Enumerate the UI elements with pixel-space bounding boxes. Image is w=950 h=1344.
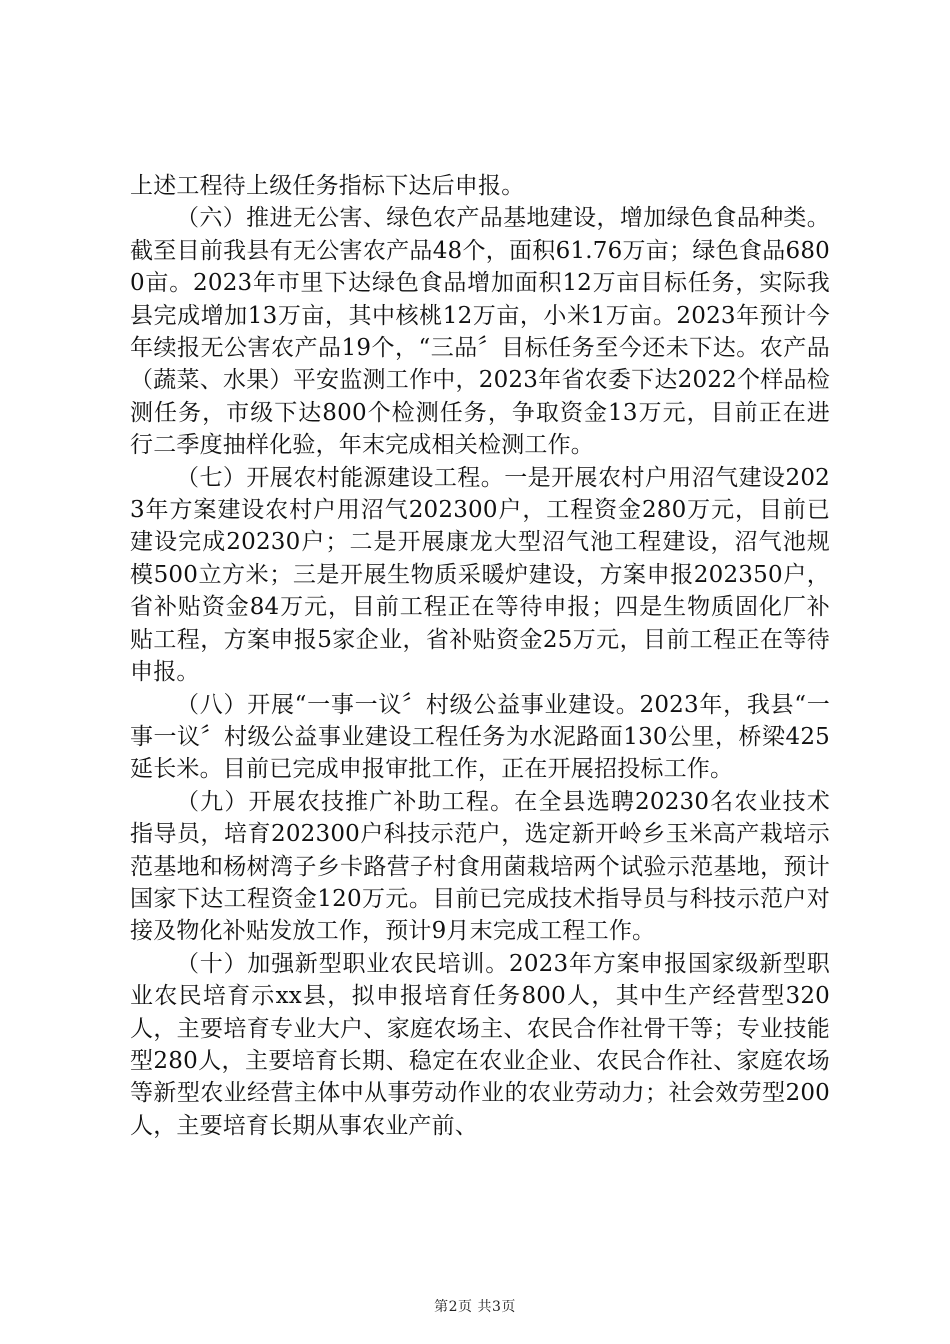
paragraph-section-10: （十）加强新型职业农民培训。2023年方案申报国家级新型职业农民培育示xx县，拟申报培育任务800人，其中生产经营型320人，主要培育专业大户、家庭农场主、农民合作社骨干等；专业技能型280人，主要培育长期、稳定在农业企业、农民合作社、家庭农场等新型农业经营主体中从事劳动作业的农业劳动力；社会效劳型200人，主要培育长期从事农业产前、	[130, 950, 830, 1139]
paragraph-section-6: （六）推进无公害、绿色农产品基地建设，增加绿色食品种类。截至目前我县有无公害农产品48个，面积61.76万亩；绿色食品6800亩。2023年市里下达绿色食品增加面积12万亩目标任务，实际我县完成增加13万亩，其中核桃12万亩，小米1万亩。2023年预计今年续报无公害农产品19个，“三品〞目标任务至今还未下达。农产品（蔬菜、水果）平安监测工作中，2023年省农委下达2022个样品检测任务，市级下达800个检测任务，争取资金13万元，目前正在进行二季度抽样化验，年末完成相关检测工作。	[130, 205, 830, 459]
document-body	[130, 170, 830, 1142]
paragraph-section-8: （八）开展“一事一议〞村级公益事业建设。2023年，我县“一事一议〞村级公益事业建设工程任务为水泥路面130公里，桥梁425延长米。目前已完成申报审批工作，正在开展招投标工作。	[130, 691, 830, 783]
paragraph-continuation: 上述工程待上级任务指标下达后申报。	[130, 173, 525, 199]
paragraph-section-9: （九）开展农技推广补助工程。在全县选聘20230名农业技术指导员，培育202300户科技示范户，选定新开岭乡玉米高产栽培示范基地和杨树湾子乡卡路营子村食用菌栽培两个试验示范基地，预计国家下达工程资金120万元。目前已完成技术指导员与科技示范户对接及物化补贴发放工作，预计9月末完成工程工作。	[130, 788, 830, 945]
paragraph-section-7: （七）开展农村能源建设工程。一是开展农村户用沼气建设2023年方案建设农村户用沼气202300户，工程资金280万元，目前已建设完成20230户；二是开展康龙大型沼气池工程建设，沼气池规模500立方米；三是开展生物质采暖炉建设，方案申报202350户，省补贴资金84万元，目前工程正在等待申报；四是生物质固化厂补贴工程，方案申报5家企业，省补贴资金25万元，目前工程正在等待申报。	[130, 464, 830, 686]
page-number-footer: 第2页 共3页	[434, 1299, 516, 1315]
